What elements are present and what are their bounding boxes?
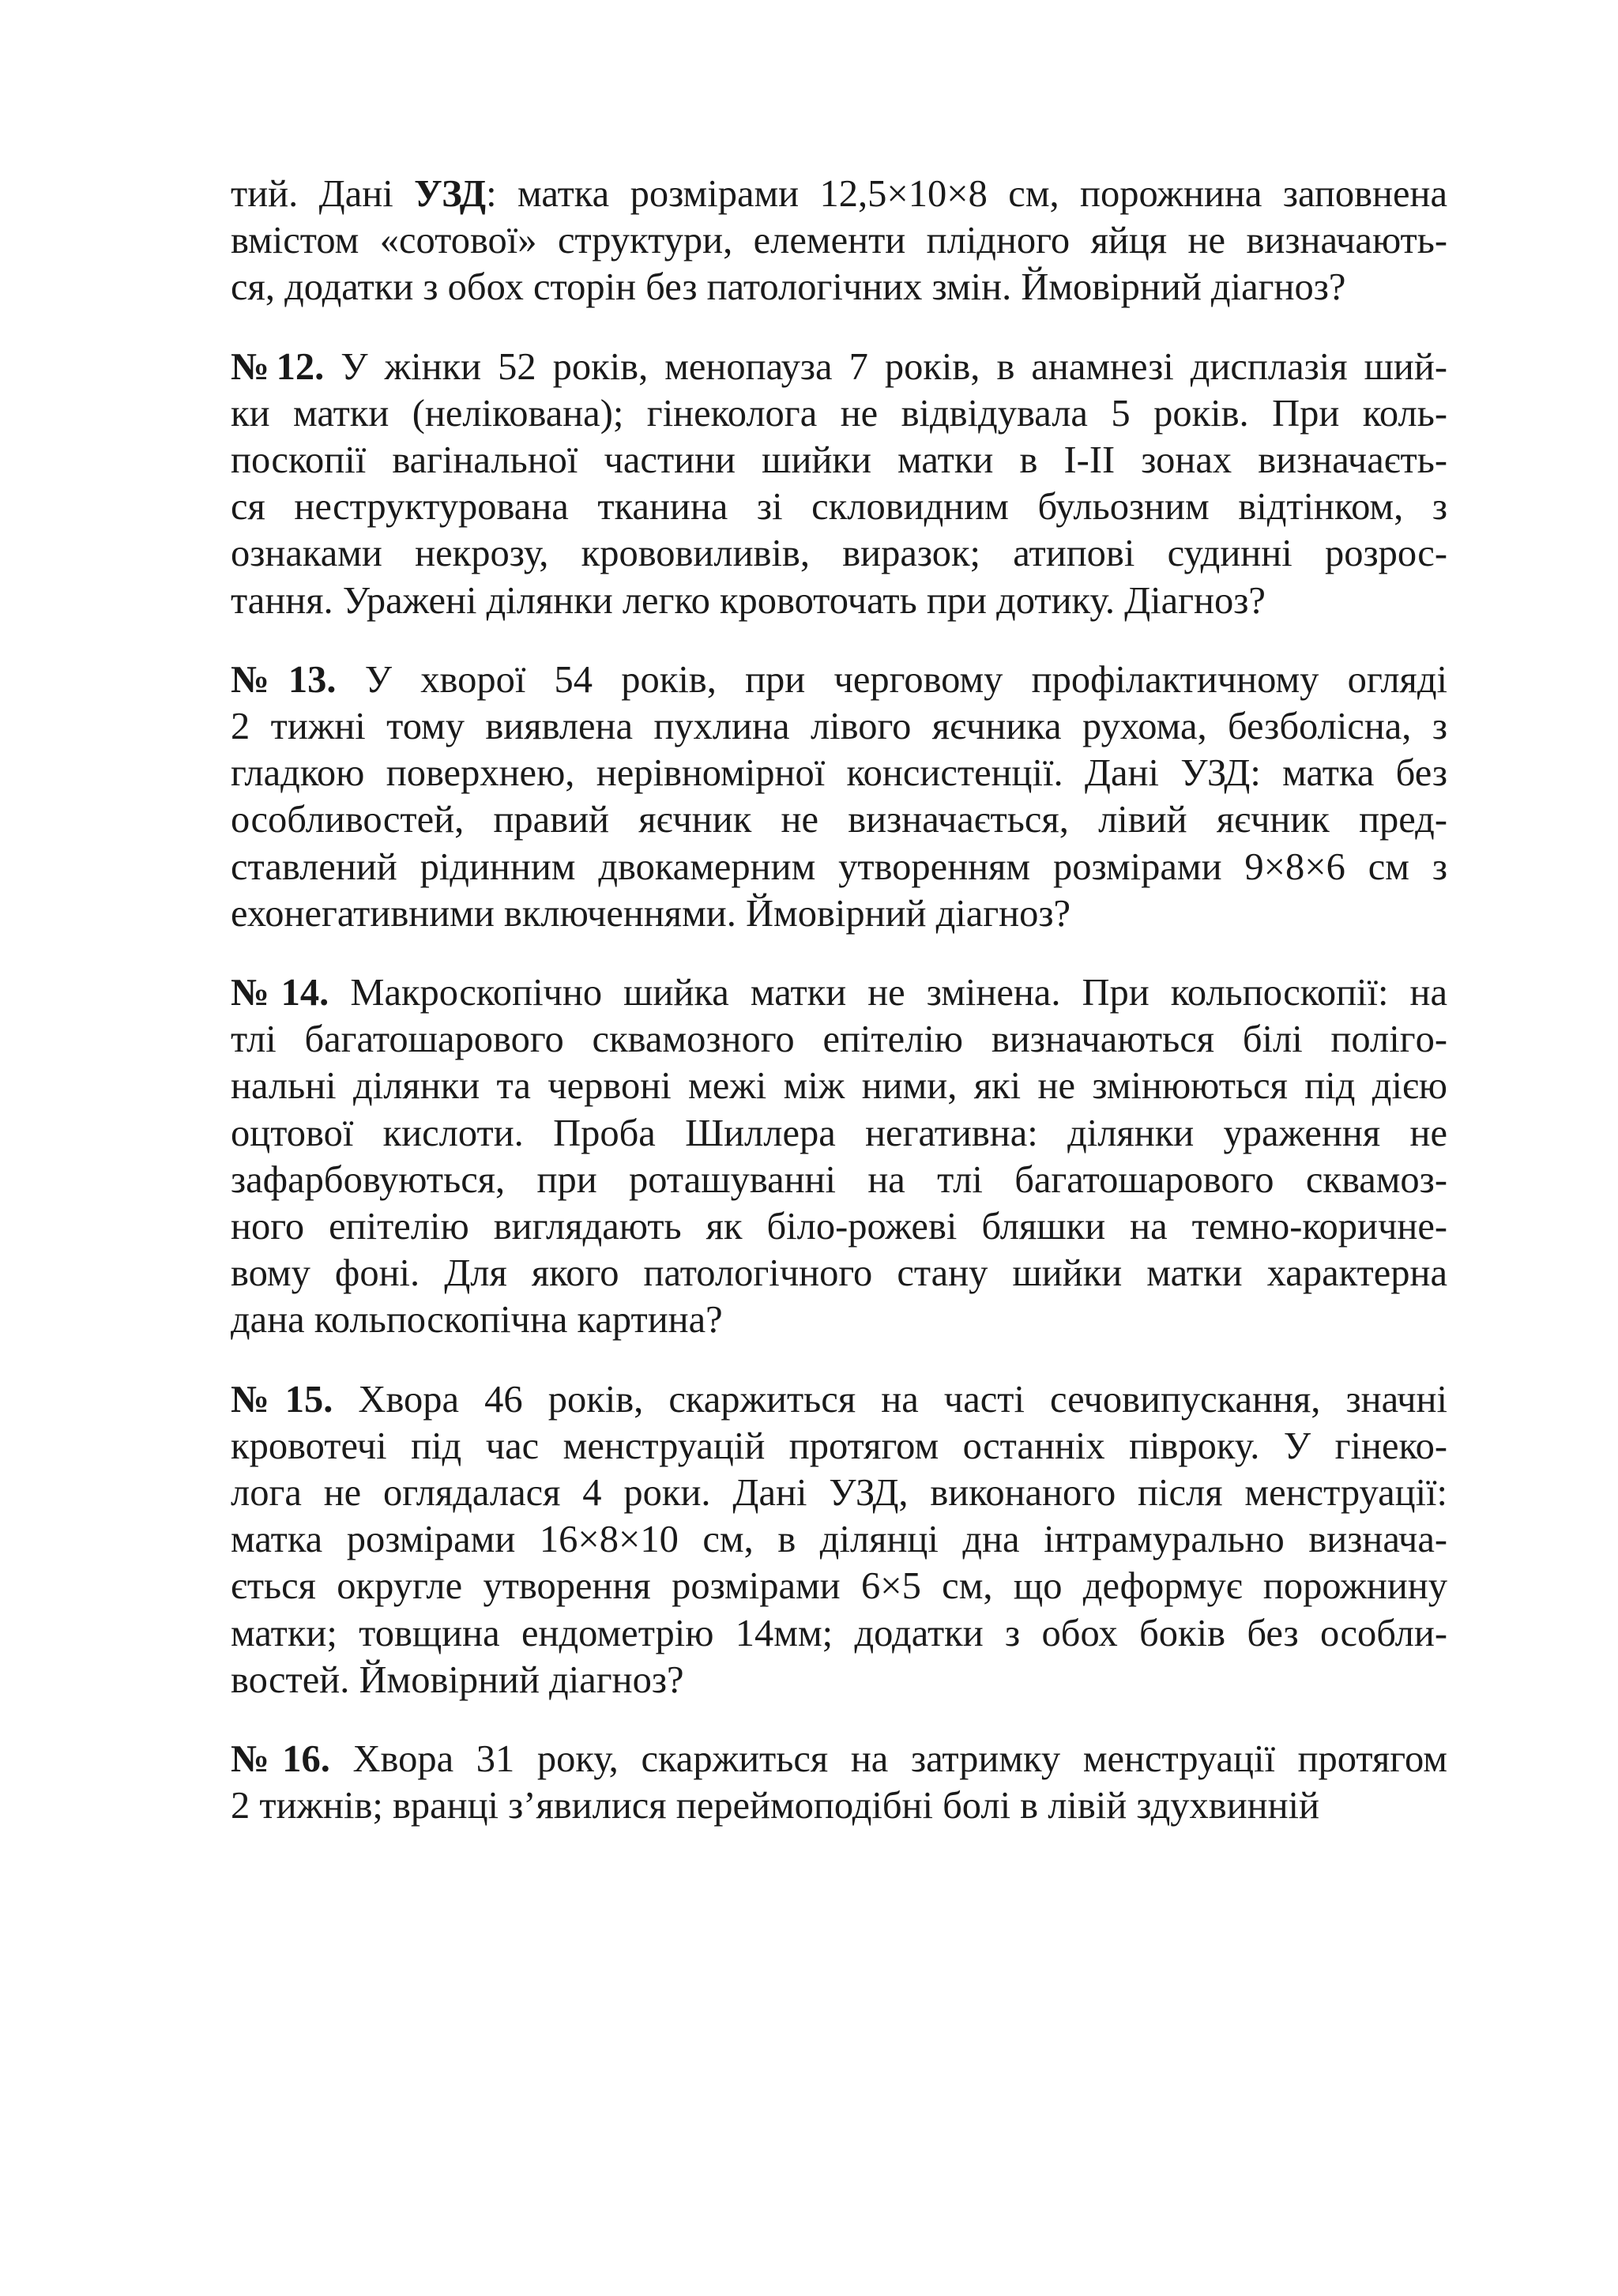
text-segment: нальні ділянки та червоні межі між ними, які не змінюються під дією (231, 1065, 1447, 1108)
text-line (231, 796, 1447, 843)
text-segment: востей. Ймовірний діагноз? (231, 1658, 684, 1701)
text-line (231, 1250, 1447, 1297)
text-segment: поскопії вагінальної частини шийки матки в І-ІІ зонах визначаєть- (231, 439, 1447, 482)
text-segment: Хвора 31 року, скаржиться на затримку менструації протягом (329, 1738, 1447, 1781)
problem-number: №12. (231, 345, 325, 388)
text-segment: 2 тижні тому виявлена пухлина лівого яєчника рухома, безболісна, з (231, 706, 1447, 748)
text-segment: У хворої 54 років, при черговому профілактичному огляді (336, 658, 1447, 701)
text-line (231, 1110, 1447, 1157)
text-segment: 2 тижнів; вранці з’явилися переймоподібні болі в лівій здухвинній (231, 1785, 1319, 1827)
text-line (231, 703, 1447, 750)
text-line (231, 1516, 1447, 1563)
text-line (231, 264, 1447, 311)
text-segment: вому фоні. Для якого патологічного стану шийки матки характерна (231, 1252, 1447, 1295)
text-line (231, 890, 1447, 937)
text-segment: ехонегативними включеннями. Ймовірний діагноз? (231, 892, 1071, 935)
text-line (231, 437, 1447, 484)
text-line (231, 969, 1447, 1016)
text-line (231, 217, 1447, 264)
text-segment: тий. Дані (231, 173, 415, 215)
text-segment: ється округле утворення розмірами 6×5 см, що деформує порожнину (231, 1565, 1447, 1608)
text-segment: У жінки 52 років, менопауза 7 років, в анамнезі дисплазія ший- (324, 345, 1447, 388)
text-segment: особливостей, правий яєчник не визначається, лівий яєчник пред- (231, 799, 1447, 841)
text-line (231, 1657, 1447, 1703)
paragraph-p-11-tail (231, 171, 1447, 311)
problem-number: №14. (231, 972, 329, 1014)
text-line (231, 530, 1447, 577)
text-segment: ного епітелію виглядають як біло-рожеві бляшки на темно-коричне- (231, 1206, 1447, 1248)
text-line (231, 1610, 1447, 1657)
text-line (231, 1063, 1447, 1109)
text-segment: ся, додатки з обох сторін без патологічних змін. Ймовірний діагноз? (231, 266, 1346, 309)
text-line (231, 844, 1447, 890)
text-line (231, 1563, 1447, 1609)
text-segment: кровотечі під час менструацій протягом останніх півроку. У гінеко- (231, 1425, 1447, 1467)
text-line (231, 1736, 1447, 1782)
text-segment: матка розмірами 16×8×10 см, в ділянці дна інтрамурально визнача- (231, 1519, 1447, 1561)
text-line (231, 1423, 1447, 1470)
text-segment: тання. Уражені ділянки легко кровоточать при дотику. Діагноз? (231, 579, 1266, 622)
text-segment: лога не оглядалася 4 роки. Дані УЗД, виконаного після менструації: (231, 1472, 1447, 1515)
problem-number: №13. (231, 658, 337, 701)
bold-term: УЗД (414, 173, 487, 215)
text-line (231, 750, 1447, 796)
text-segment: дана кольпоскопічна картина? (231, 1299, 723, 1342)
paragraph-p-13 (231, 657, 1447, 937)
text-segment: ся неструктурована тканина зі скловидним бульозним відтінком, з (231, 486, 1447, 529)
text-line (231, 1470, 1447, 1516)
text-line (231, 1782, 1447, 1829)
text-segment: ставлений рідинним двокамерним утворенням розмірами 9×8×6 см з (231, 845, 1447, 888)
text-line (231, 1297, 1447, 1343)
paragraph-p-14 (231, 969, 1447, 1344)
problem-number: №16. (231, 1738, 330, 1781)
text-segment: Хвора 46 років, скаржиться на часті сечовипускання, значні (333, 1378, 1447, 1421)
text-line (231, 1157, 1447, 1203)
text-line (231, 171, 1447, 217)
text-segment: зафарбовуються, при роташуванні на тлі багатошарового сквамоз- (231, 1158, 1447, 1201)
text-line (231, 344, 1447, 390)
text-line (231, 1203, 1447, 1250)
text-segment: Макроскопічно шийка матки не змінена. При кольпоскопії: на (329, 972, 1447, 1014)
text-line (231, 1016, 1447, 1063)
text-segment: гладкою поверхнею, нерівномірної консистенції. Дані УЗД: матка без (231, 752, 1447, 795)
text-line (231, 657, 1447, 703)
paragraph-p-12 (231, 344, 1447, 624)
text-line (231, 578, 1447, 624)
text-line (231, 390, 1447, 437)
text-segment: ки матки (нелікована); гінеколога не відвідувала 5 років. При коль- (231, 392, 1447, 435)
paragraph-p-15 (231, 1376, 1447, 1703)
document-page (231, 171, 1447, 1830)
text-line (231, 1376, 1447, 1423)
paragraph-p-16 (231, 1736, 1447, 1829)
problem-number: №15. (231, 1378, 333, 1421)
text-line (231, 484, 1447, 530)
text-segment: : матка розмірами 12,5×10×8 см, порожнина заповнена (486, 173, 1447, 215)
text-segment: ознаками некрозу, крововиливів, виразок; атипові судинні розрос- (231, 533, 1447, 575)
text-segment: тлі багатошарового сквамозного епітелію визначаються білі полігo- (231, 1018, 1447, 1061)
text-segment: оцтової кислоти. Проба Шиллера негативна: ділянки ураження не (231, 1112, 1447, 1154)
text-segment: матки; товщина ендометрію 14мм; додатки з обох боків без особли- (231, 1612, 1447, 1654)
text-segment: вмістом «сотової» структури, елементи плідного яйця не визначають- (231, 220, 1447, 262)
